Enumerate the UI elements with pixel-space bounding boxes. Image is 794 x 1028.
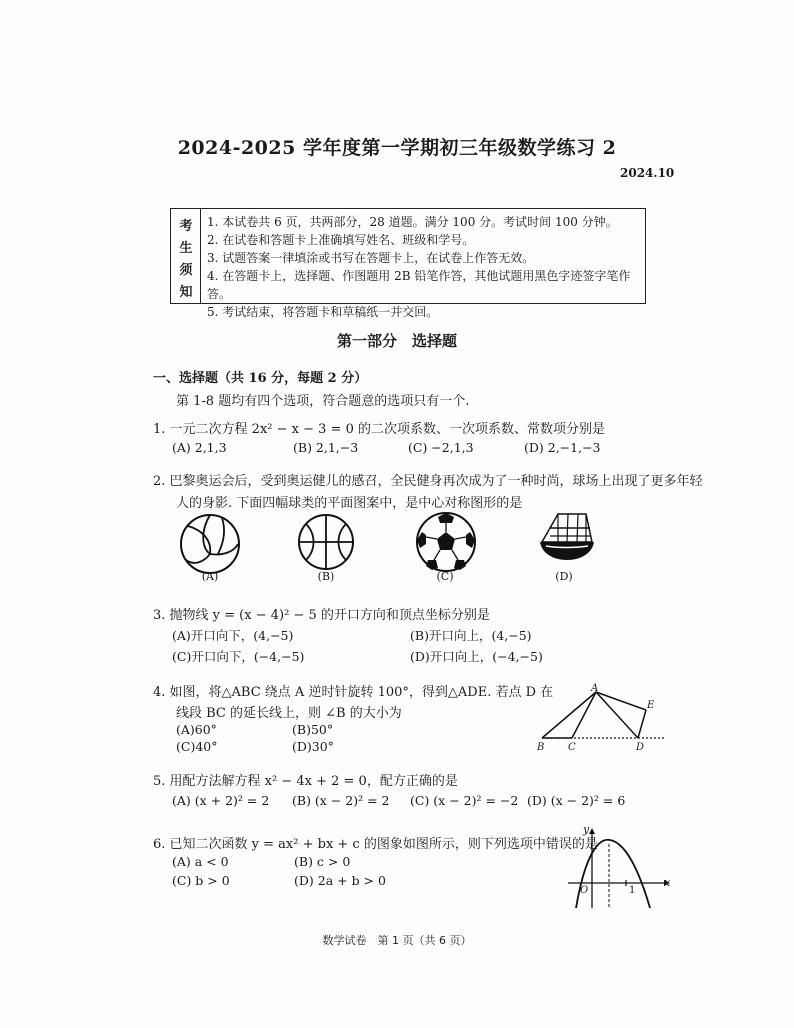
notice-box <box>170 208 646 319</box>
point-a-label: A <box>591 683 599 694</box>
q3-option-a: (A)开口向下，(4,−5) <box>172 628 294 643</box>
q3-option-c: (C)开口向下，(−4,−5) <box>172 649 305 664</box>
q5-option-d: (D) (x − 2)² = 6 <box>527 793 626 808</box>
q5-option-a: (A) (x + 2)² = 2 <box>172 793 270 808</box>
option-d-label: (D) <box>555 570 573 583</box>
section-intro: 第 1-8 题均有四个选项，符合题意的选项只有一个. <box>176 394 470 409</box>
tick-one-label: 1 <box>629 885 636 896</box>
q1-option-d: (D) 2,−1,−3 <box>524 440 601 455</box>
q6-option-c: (C) b > 0 <box>172 873 230 888</box>
exam-title: 2024-2025 学年度第一学期初三年级数学练习 2 <box>177 137 617 159</box>
option-a-label: (A) <box>201 570 219 583</box>
question-5-stem: 5. 用配方法解方程 x² − 4x + 2 = 0，配方正确的是 <box>153 774 458 789</box>
rotation-triangle-figure <box>534 684 694 754</box>
page-footer: 数学试卷 第 1 页（共 6 页） <box>322 934 472 947</box>
point-b-label: B <box>537 742 545 753</box>
notice-items <box>207 213 645 321</box>
q4-option-d: (D)30° <box>292 739 334 754</box>
option-b-label: (B) <box>317 570 335 583</box>
question-6-stem: 6. 已知二次函数 y = ax² + bx + c 的图象如图所示，则下列选项中错误的是 <box>153 837 598 852</box>
notice-header-char: 考 <box>179 219 193 234</box>
q6-option-d: (D) 2a + b > 0 <box>294 873 386 888</box>
point-c-label: C <box>568 742 576 753</box>
exam-date: 2024.10 <box>620 166 675 180</box>
q5-option-c: (C) (x − 2)² = −2 <box>410 793 519 808</box>
notice-item: 1. 本试卷共 6 页，共两部分，28 道题。满分 100 分。考试时间 100 分钟。 <box>207 215 618 229</box>
q4-option-b: (B)50° <box>292 722 334 737</box>
q6-option-b: (B) c > 0 <box>294 854 351 869</box>
parabola-graph-figure <box>564 830 674 910</box>
notice-header-char: 生 <box>179 241 193 256</box>
notice-item: 4. 在答题卡上，选择题、作图题用 2B 铅笔作答，其他试题用黑色字迹签字笔作答。 <box>207 269 631 301</box>
part-title: 第一部分 选择题 <box>336 332 457 350</box>
notice-item: 3. 试题答案一律填涂或书写在答题卡上，在试卷上作答无效。 <box>207 251 535 265</box>
shuttlecock-icon <box>536 508 596 568</box>
notice-header-char: 须 <box>179 263 193 278</box>
question-4-line1: 4. 如图，将△ABC 绕点 A 逆时针旋转 100°，得到△ADE. 若点 D 在 <box>153 685 554 700</box>
basketball-icon <box>296 512 356 572</box>
question-1-stem: 1. 一元二次方程 2x² − x − 3 = 0 的二次项系数、一次项系数、常数项分别是 <box>153 422 605 437</box>
section-heading: 一、选择题（共 16 分，每题 2 分） <box>153 371 368 386</box>
notice-header <box>171 209 201 303</box>
notice-header-char: 知 <box>179 285 193 300</box>
q5-option-b: (B) (x − 2)² = 2 <box>292 793 390 808</box>
notice-item: 2. 在试卷和答题卡上准确填写姓名、班级和学号。 <box>207 233 475 247</box>
q6-option-a: (A) a < 0 <box>172 854 229 869</box>
question-2-line1: 2. 巴黎奥运会后，受到奥运健儿的感召，全民健身再次成为了一种时尚，球场上出现了更多年轻 <box>153 474 703 489</box>
q1-option-c: (C) −2,1,3 <box>408 440 474 455</box>
origin-label: O <box>580 885 589 896</box>
question-2-line2: 人的身影. 下面四幅球类的平面图案中，是中心对称图形的是 <box>176 496 523 511</box>
point-e-label: E <box>647 700 655 711</box>
question-3-stem: 3. 抛物线 y = (x − 4)² − 5 的开口方向和顶点坐标分别是 <box>153 608 490 623</box>
option-c-label: (C) <box>436 570 454 583</box>
q4-option-c: (C)40° <box>176 739 218 754</box>
question-4-line2: 线段 BC 的延长线上，则 ∠B 的大小为 <box>176 706 402 721</box>
q1-option-b: (B) 2,1,−3 <box>293 440 359 455</box>
axis-y-label: y <box>583 823 590 836</box>
axis-x-label: x <box>664 876 671 889</box>
q1-option-a: (A) 2,1,3 <box>172 440 227 455</box>
q3-option-d: (D)开口向上，(−4,−5) <box>410 649 543 664</box>
volleyball-icon <box>178 512 242 576</box>
q3-option-b: (B)开口向上，(4,−5) <box>410 628 532 643</box>
soccer-ball-icon <box>414 510 478 574</box>
q4-option-a: (A)60° <box>176 722 217 737</box>
notice-item: 5. 考试结束，将答题卡和草稿纸一并交回。 <box>207 305 439 319</box>
point-d-label: D <box>636 742 645 753</box>
